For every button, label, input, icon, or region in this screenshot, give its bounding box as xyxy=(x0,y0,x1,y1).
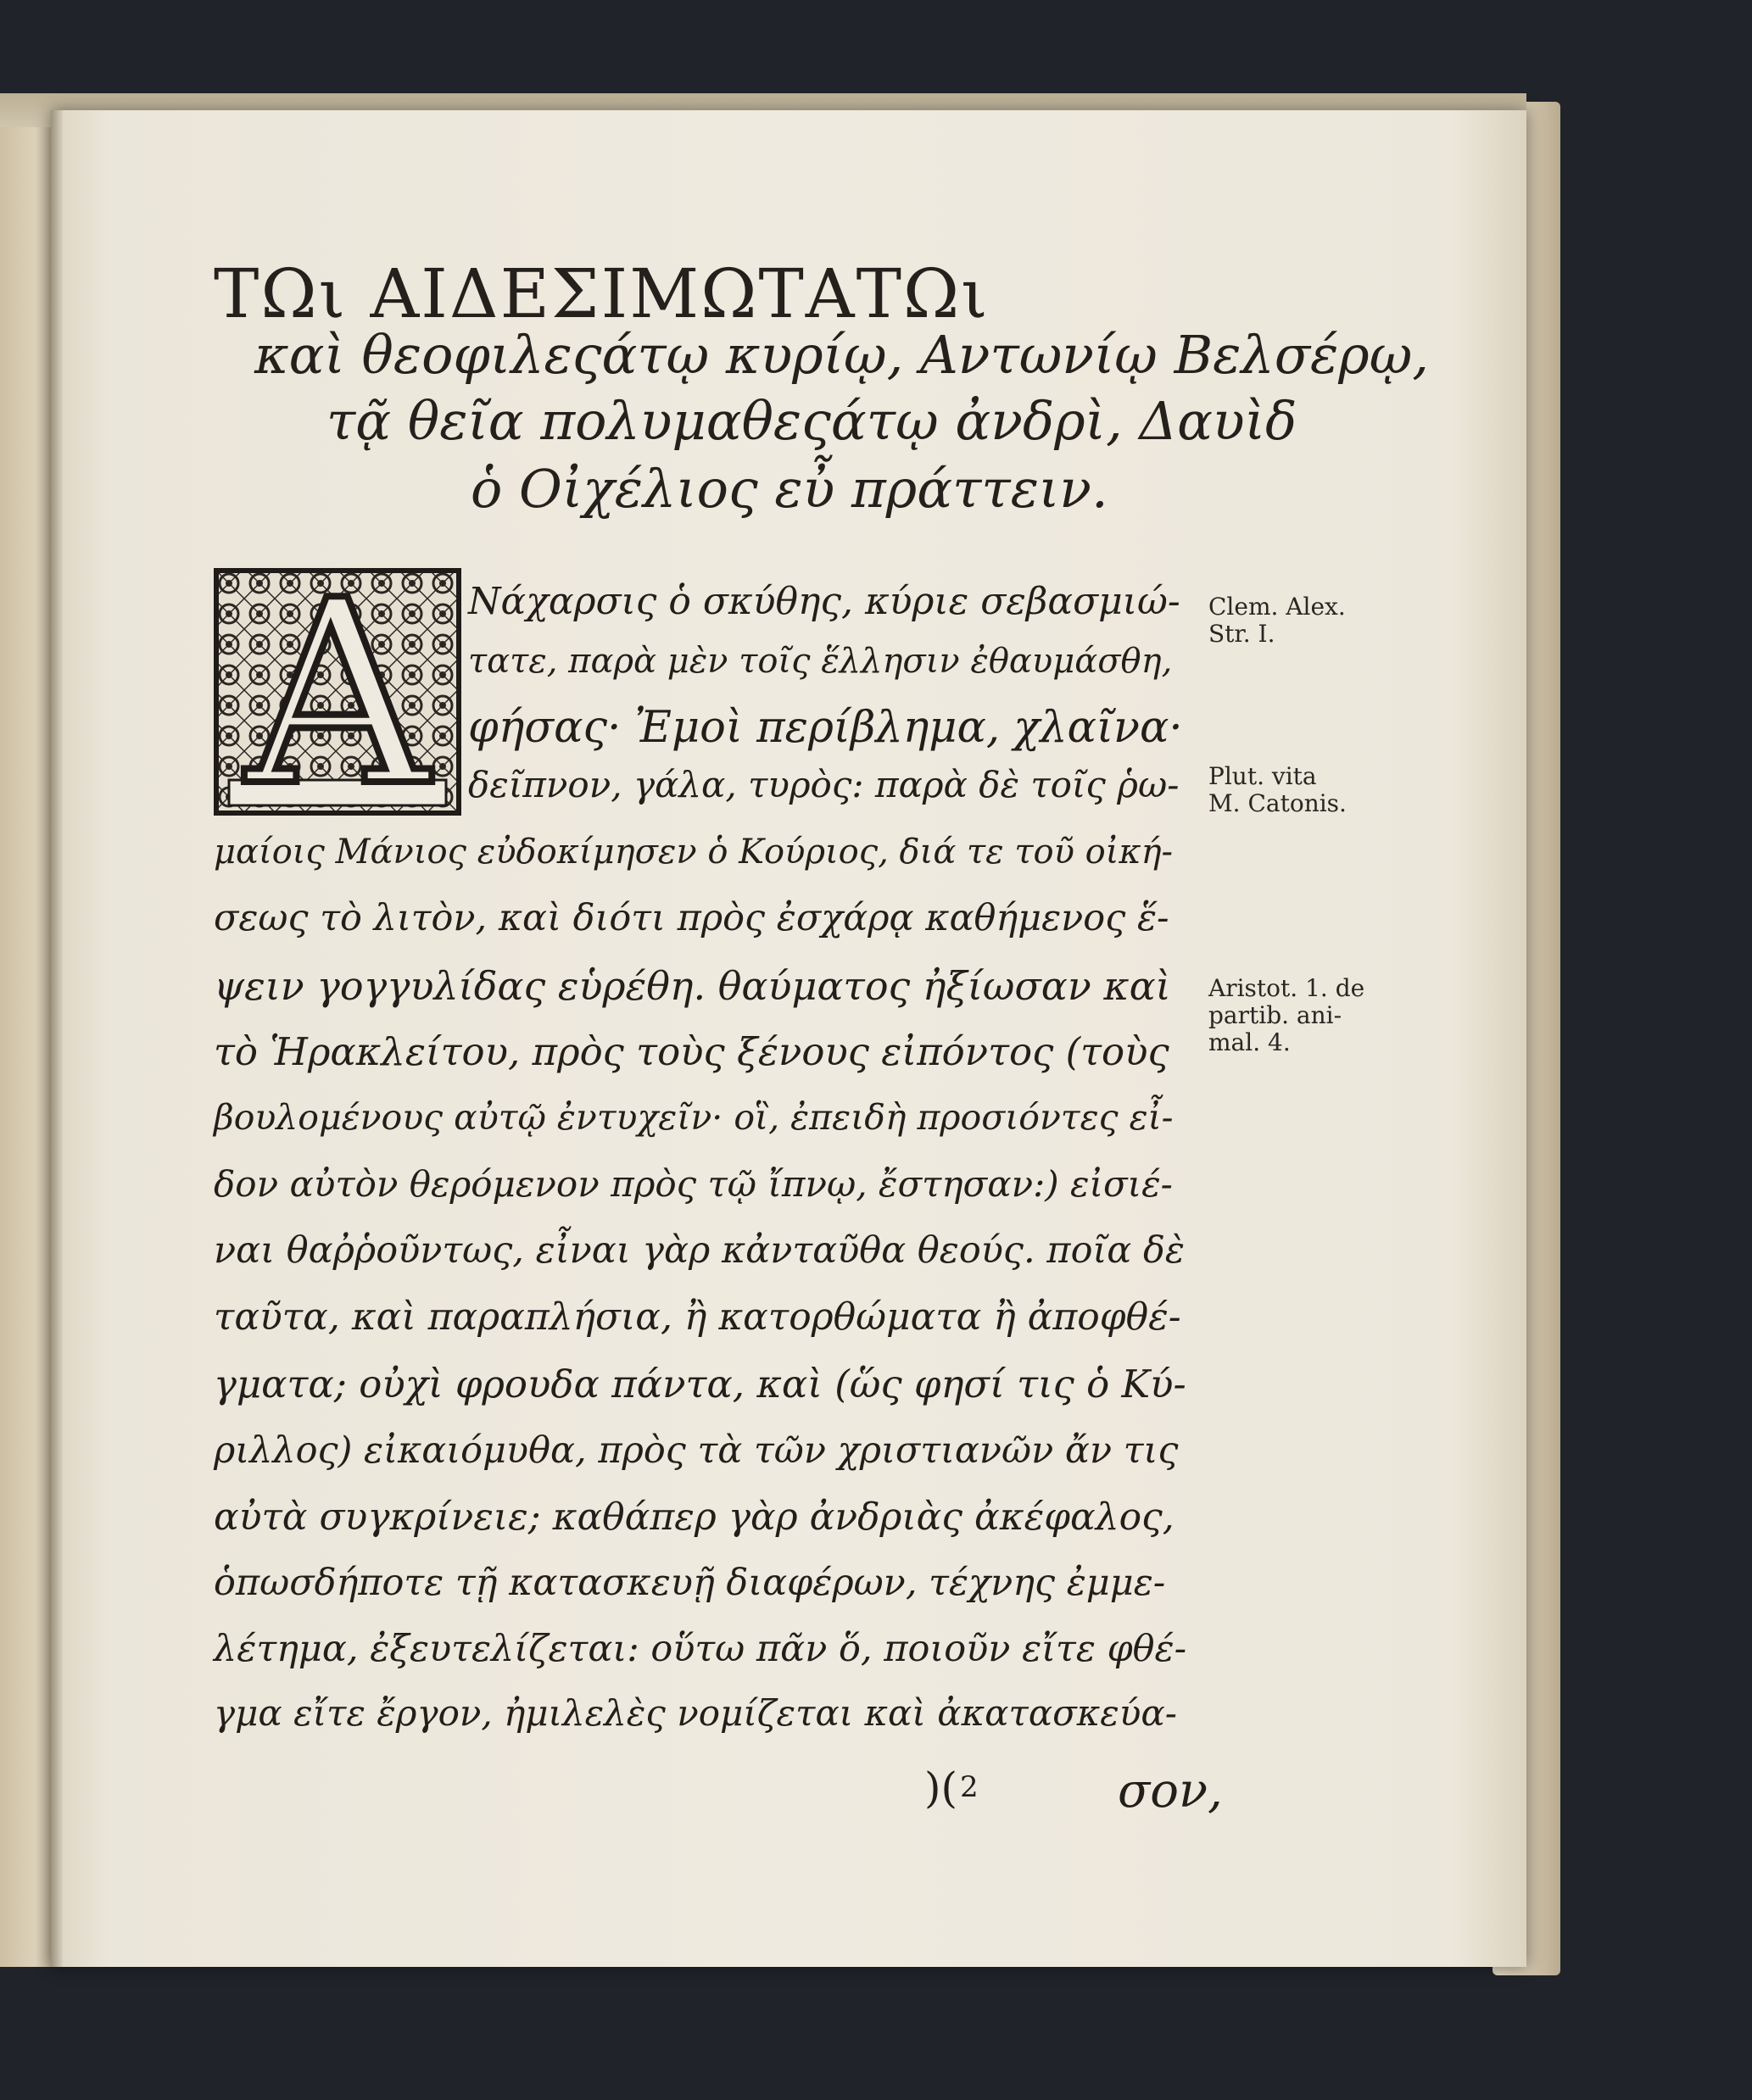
page-heading: ΤΩι ΑΙΔΕΣΙΜΩΤΑΤΩι xyxy=(214,254,990,333)
text-line: ναι θαῤῥοῦντως, εἶναι γὰρ κἀνταῦθα θεούς. ποῖα δὲ xyxy=(214,1229,1185,1272)
text-line: ψειν γογγυλίδας εὑρέθη. θαύματος ἠξίωσαν καὶ xyxy=(214,963,1171,1009)
subheading-line: καὶ θεοφιλεςάτῳ κυρίῳ, Αντωνίῳ Βελσέρῳ, xyxy=(254,324,1430,386)
margin-note: Plut. vita M. Catonis. xyxy=(1208,762,1347,817)
catchword: σον, xyxy=(1118,1763,1223,1819)
text-line: ταῦτα, καὶ παραπλήσια, ἢ κατορθώματα ἢ ἀποφθέ- xyxy=(214,1295,1181,1339)
text-line: βουλομένους αὐτῷ ἐντυχεῖν· οἳ, ἐπειδὴ προσιόντες εἶ- xyxy=(214,1097,1174,1138)
ornament-initial-icon xyxy=(214,568,461,816)
subheading-line: τᾷ θεῖα πολυμαθεςάτῳ ἀνδρὶ, Δαυὶδ xyxy=(326,390,1297,452)
text-line: λέτημα, ἐξευτελίζεται: οὕτω πᾶν ὅ, ποιοῦν εἴτε φθέ- xyxy=(214,1628,1187,1670)
text-line: Νάχαρσις ὁ σκύθης, κύριε σεβασμιώ- xyxy=(468,580,1180,623)
text-line: μαίοις Μάνιος εὐδοκίμησεν ὁ Κούριος, διά τε τοῦ οἰκή- xyxy=(214,833,1174,872)
text-line: σεως τὸ λιτὸν, καὶ διότι πρὸς ἐσχάρᾳ καθήμενος ἕ- xyxy=(214,897,1169,939)
text-line: δον αὐτὸν θερόμενον πρὸς τῷ ἴπνῳ, ἔστησαν:) εἰσιέ- xyxy=(214,1163,1173,1205)
margin-note: Clem. Alex. Str. I. xyxy=(1208,593,1346,648)
decorated-initial xyxy=(214,568,461,816)
text-line: τατε, παρὰ μὲν τοῖς ἕλλησιν ἐθαυμάσθη, xyxy=(468,642,1173,681)
text-line: γμα εἴτε ἔργον, ἠμιλελὲς νομίζεται καὶ ἀκατασκεύα- xyxy=(214,1692,1177,1734)
text-line: γματα; οὐχὶ φρουδα πάντα, καὶ (ὥς φησί τις ὁ Κύ- xyxy=(214,1362,1186,1406)
signature-mark: )( xyxy=(924,1763,958,1813)
text-line: τὸ Ἡρακλείτου, πρὸς τοὺς ξένους εἰπόντος (τοὺς xyxy=(214,1029,1169,1074)
text-line: αὐτὰ συγκρίνειε; καθάπερ γὰρ ἀνδριὰς ἀκέφαλος, xyxy=(214,1496,1175,1539)
page-number: 2 xyxy=(960,1770,979,1804)
subheading-line: ὁ Οἰχέλιος εὖ πράττειν. xyxy=(471,458,1108,520)
text-line: ὁπωσδήποτε τῇ κατασκευῇ διαφέρων, τέχνης ἐμμε- xyxy=(214,1562,1166,1604)
page-gutter-shadow xyxy=(51,110,63,1967)
text-line: δεῖπνον, γάλα, τυρὸς: παρὰ δὲ τοῖς ῥω- xyxy=(468,764,1180,805)
text-line: ριλλος) εἰκαιόμυθα, πρὸς τὰ τῶν χριστιανῶν ἄν τις xyxy=(214,1429,1179,1472)
margin-note: Aristot. 1. de partib. ani- mal. 4. xyxy=(1208,974,1365,1056)
initial-letter: A xyxy=(245,568,430,816)
text-line: φήσας· Ἐμοὶ περίβλημα, χλαῖνα· xyxy=(468,703,1183,753)
